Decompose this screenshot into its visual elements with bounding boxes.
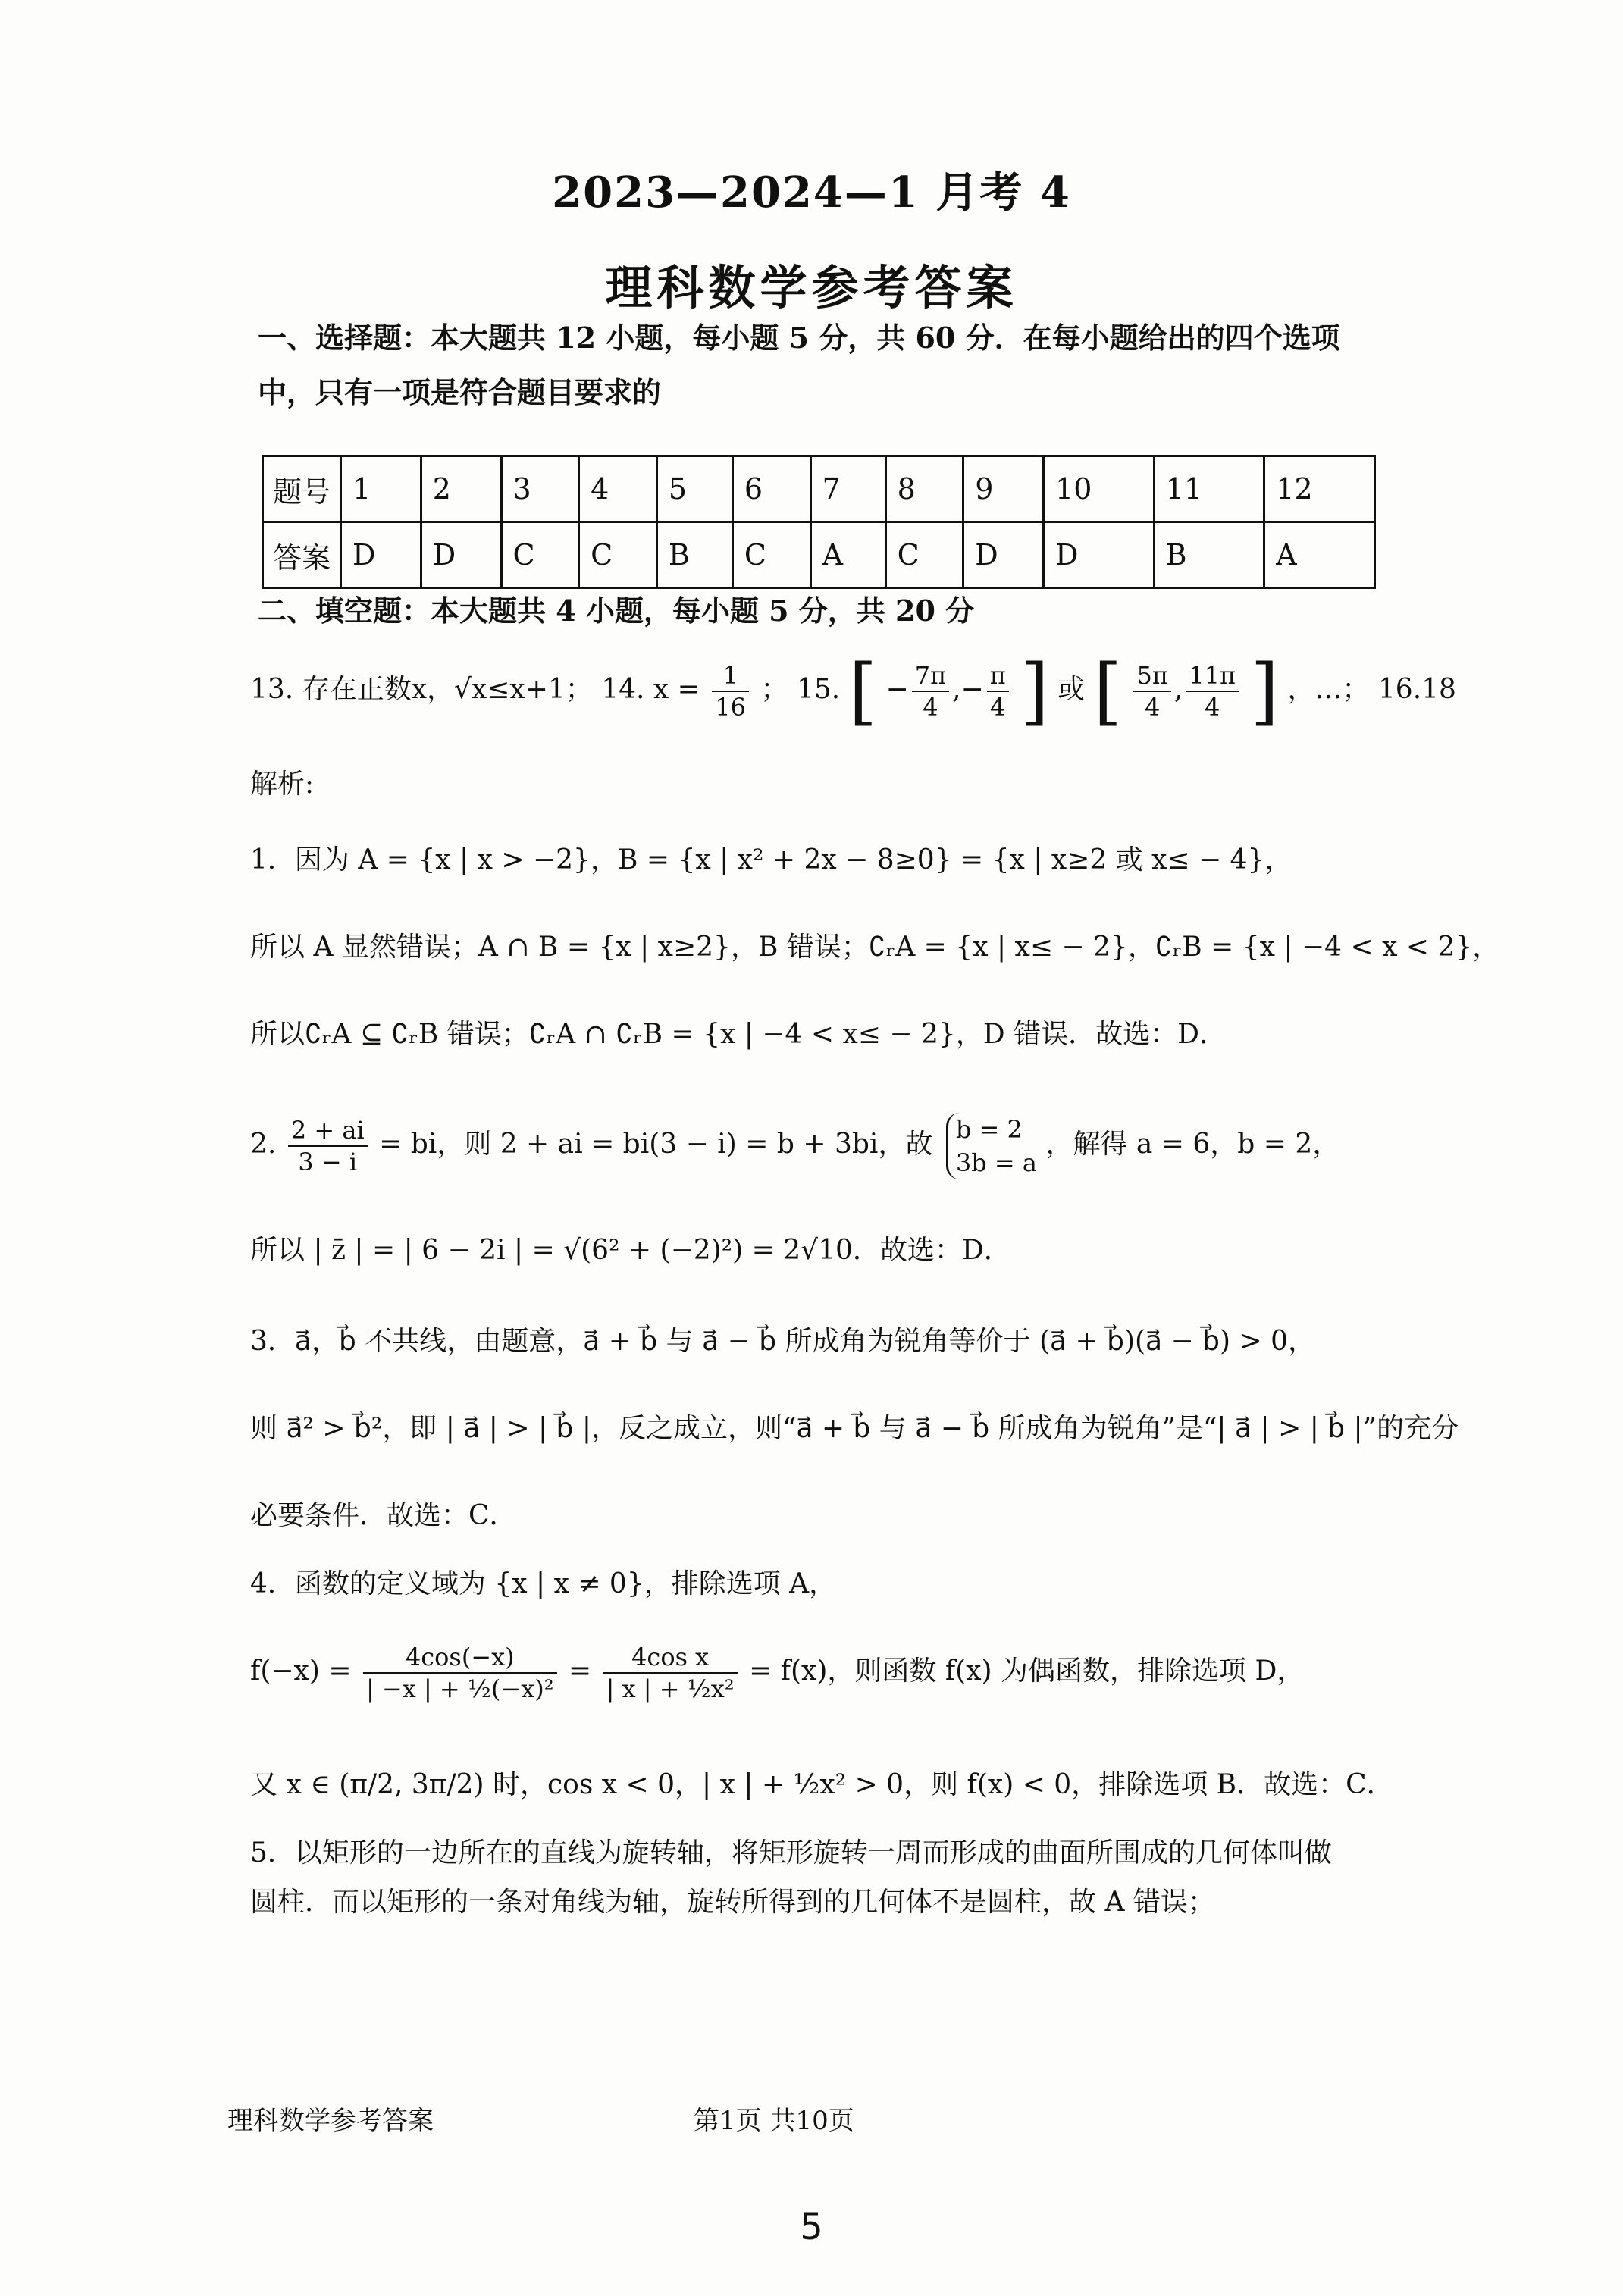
- q15-fraction-d: [1186, 660, 1239, 722]
- q2-prefix: 2.: [250, 1129, 277, 1160]
- footer-page-info: 第1页 共10页: [694, 2106, 854, 2136]
- q5-line1: 5．以矩形的一边所在的直线为旋转轴，将矩形旋转一周而形成的曲面所围成的几何体叫做: [250, 1837, 1332, 1868]
- q15-d-denominator: 4: [1205, 693, 1220, 722]
- q2-line2: 所以 | z̄ | = | 6 − 2i | = √(6² + (−2)²) = 2√10．故选：D．: [250, 1235, 1011, 1266]
- q3-line1: 3．a⃗，b⃗ 不共线，由题意，a⃗ + b⃗ 与 a⃗ − b⃗ 所成角为锐角等价于 (a⃗ + b⃗)(a⃗ − b⃗) > 0，: [250, 1326, 1316, 1357]
- section1-heading-line1: 一、选择题：本大题共 12 小题，每小题 5 分，共 60 分．在每小题给出的四个选项: [258, 321, 1340, 355]
- q14-numerator: 1: [712, 660, 749, 692]
- q15-or: 或: [1057, 674, 1086, 705]
- table-header-cell: 答案: [263, 522, 341, 588]
- q15-a-denominator: 4: [923, 693, 938, 722]
- q4-line3: 又 x ∈ (π/2, 3π/2) 时，cos x < 0，| x | + ½x² > 0，则 f(x) < 0，排除选项 B．故选：C．: [250, 1769, 1394, 1800]
- answer-cell: A: [1264, 522, 1375, 588]
- q15-c-numerator: 5π: [1133, 660, 1170, 692]
- analysis-label: 解析:: [250, 769, 315, 800]
- q15-b-numerator: π: [987, 660, 1009, 692]
- answer-table-row-numbers: [263, 456, 1375, 522]
- question-number-cell: 3: [501, 456, 579, 522]
- page-number: 5: [800, 2206, 823, 2248]
- section1-heading: [258, 311, 1380, 420]
- q15-fraction-b: [987, 660, 1009, 722]
- footer-title: 理科数学参考答案: [227, 2106, 434, 2136]
- q2-equation-system: [946, 1113, 1037, 1179]
- q15-prefix: ； 15.: [760, 674, 841, 705]
- answer-cell: C: [732, 522, 810, 588]
- answer-table-row-answers: [263, 522, 1375, 588]
- q2-middle: = bi，则 2 + ai = bi(3 − i) = b + 3bi，故: [379, 1129, 933, 1160]
- q15-c-denominator: 4: [1144, 693, 1161, 722]
- q4-fraction2: [603, 1642, 738, 1704]
- answer-cell: D: [421, 522, 501, 588]
- right-bracket-icon: ]: [1250, 649, 1279, 734]
- page-title: 2023—2024—1 月考 4: [552, 168, 1071, 218]
- question-number-cell: 10: [1044, 456, 1155, 522]
- answer-cell: D: [963, 522, 1044, 588]
- q15-fraction-a: [912, 660, 949, 722]
- q15-b-denominator: 4: [990, 693, 1006, 722]
- q14-prefix: 14. x =: [601, 674, 700, 705]
- q4-line1: 4．函数的定义域为 {x | x ≠ 0}，排除选项 A，: [250, 1568, 837, 1599]
- q2-numerator: 2 + ai: [288, 1115, 368, 1147]
- q4-fraction1: [363, 1642, 557, 1704]
- q15-suffix: ，…；: [1287, 674, 1370, 705]
- q15-d-numerator: 11π: [1186, 660, 1239, 692]
- q4-f-prefix: f(−x) =: [250, 1655, 352, 1687]
- q4-frac1-numerator: 4cos(−x): [363, 1642, 557, 1674]
- q1-line1: 1．因为 A = {x | x > −2}，B = {x | x² + 2x − 8≥0} = {x | x≥2 或 x≤ − 4}，: [250, 844, 1292, 875]
- q4-line2: f(−x) = $\frac{4\cos(-x)}{\text{| −x | + ½(−x)²}}$ = $\frac{\text{4cos x}}{\text{| x | + ½x²}}$ = f(x)，则函数 f(x) 为偶函数，排除选项 D，: [250, 1643, 1305, 1703]
- table-header-cell: 题号: [263, 456, 341, 522]
- answer-cell: C: [579, 522, 657, 588]
- answer-cell: B: [656, 522, 732, 588]
- q3-line3: 必要条件．故选：C．: [250, 1500, 517, 1531]
- section1-heading-line2: 中，只有一项是符合题目要求的: [258, 375, 662, 409]
- q2-system-eq1: b = 2: [955, 1115, 1023, 1144]
- answer-cell: C: [501, 522, 579, 588]
- answer-cell: B: [1154, 522, 1264, 588]
- q4-f-end: = f(x)，则函数 f(x) 为偶函数，排除选项 D，: [749, 1655, 1305, 1687]
- left-bracket-icon: [: [848, 649, 878, 734]
- q2-end: ，解得 a = 6，b = 2，: [1045, 1129, 1340, 1160]
- q15-fraction-c: [1133, 660, 1170, 722]
- q15-a-numerator: 7π: [912, 660, 949, 692]
- answer-cell: A: [810, 522, 885, 588]
- question-number-cell: 5: [656, 456, 732, 522]
- answer-cell: D: [341, 522, 421, 588]
- q4-frac1-denominator: | −x | + ½(−x)²: [365, 1674, 554, 1703]
- question-number-cell: 4: [579, 456, 657, 522]
- q13-answer: 13. 存在正数x，√x≤x+1；: [250, 674, 593, 705]
- q14-denominator: 16: [715, 693, 747, 722]
- q5-line2: 圆柱．而以矩形的一条对角线为轴，旋转所得到的几何体不是圆柱，故 A 错误；: [250, 1887, 1215, 1918]
- q16-answer: 16.18: [1377, 674, 1456, 705]
- answer-cell: C: [885, 522, 963, 588]
- question-number-cell: 12: [1264, 456, 1375, 522]
- section2-heading: 二、填空题：本大题共 4 小题，每小题 5 分，共 20 分: [258, 594, 975, 628]
- question-number-cell: 8: [885, 456, 963, 522]
- question-number-cell: 1: [341, 456, 421, 522]
- q2-fraction: [288, 1115, 368, 1177]
- q2-denominator: 3 − i: [298, 1148, 358, 1176]
- question-number-cell: 7: [810, 456, 885, 522]
- q14-fraction: [712, 660, 749, 722]
- q4-frac2-denominator: | x | + ½x²: [606, 1674, 735, 1703]
- answer-cell: D: [1044, 522, 1155, 588]
- q4-frac2-numerator: 4cos x: [603, 1642, 738, 1674]
- right-bracket-icon: ]: [1020, 649, 1049, 734]
- question-number-cell: 6: [732, 456, 810, 522]
- left-bracket-icon: [: [1093, 649, 1123, 734]
- page-subtitle: 理科数学参考答案: [605, 260, 1018, 315]
- question-number-cell: 11: [1154, 456, 1264, 522]
- question-number-cell: 9: [963, 456, 1044, 522]
- q2-line1: [250, 1103, 1387, 1186]
- q2-system-eq2: 3b = a: [955, 1148, 1037, 1177]
- q1-line3: 所以∁ᵣA ⊆ ∁ᵣB 错误；∁ᵣA ∩ ∁ᵣB = {x | −4 < x≤ − 2}，D 错误．故选：D．: [250, 1019, 1227, 1050]
- answer-table: [262, 455, 1376, 589]
- q3-line2: 则 a⃗² > b⃗²，即 | a⃗ | > | b⃗ |，反之成立，则“a⃗ + b⃗ 与 a⃗ − b⃗ 所成角为锐角”是“| a⃗ | > | b⃗ |”的充分: [250, 1413, 1459, 1444]
- q1-line2: 所以 A 显然错误；A ∩ B = {x | x≥2}，B 错误；∁ᵣA = {x | x≤ − 2}，∁ᵣB = {x | −4 < x < 2}，: [250, 932, 1500, 963]
- fill-answers-line: 13. 存在正数x，√x≤x+1； 14. x = $\frac{1}{16}$ ； 15. [ − $\frac{7\pi}{4}$ ,− $\frac{\pi}{4}$ ] 或 [ $\frac{5\pi}{4}$ , $\frac{11\pi}{4}$ ] ，…； 16.18: [250, 649, 1456, 734]
- question-number-cell: 2: [421, 456, 501, 522]
